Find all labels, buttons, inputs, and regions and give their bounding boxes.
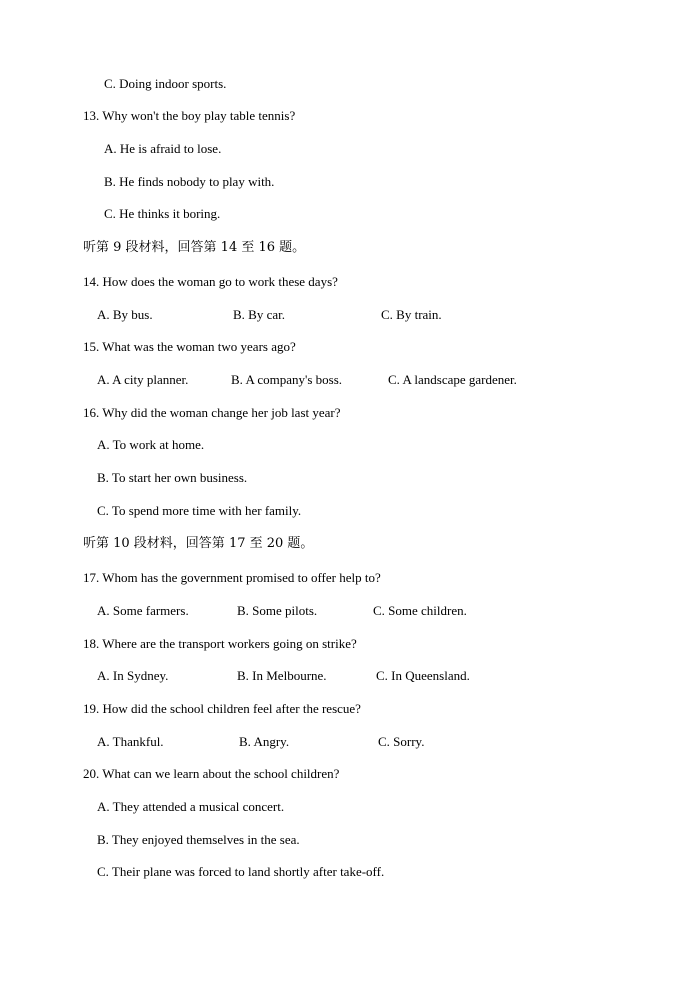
section-9-heading: 听第 9 段材料，回答第 14 至 16 题。	[83, 240, 306, 255]
q16-question: 16. Why did the woman change her job last year?	[83, 405, 341, 420]
q20-option-b: B. They enjoyed themselves in the sea.	[97, 832, 300, 847]
q16-option-c: C. To spend more time with her family.	[97, 503, 302, 518]
q13-option-a: A. He is afraid to lose.	[104, 141, 222, 156]
q17-option-a: A. Some farmers.	[97, 603, 189, 618]
q14-option-a: A. By bus.	[97, 307, 153, 322]
q19-option-c: C. Sorry.	[378, 734, 425, 749]
q17-question: 17. Whom has the government promised to offer help to?	[83, 570, 381, 585]
q17-option-b: B. Some pilots.	[237, 603, 318, 618]
q14-question: 14. How does the woman go to work these days?	[83, 274, 338, 289]
q20-option-c: C. Their plane was forced to land shortly after take-off.	[97, 864, 385, 879]
q14-option-c: C. By train.	[381, 307, 442, 322]
q20-option-a: A. They attended a musical concert.	[97, 799, 285, 814]
q19-option-a: A. Thankful.	[97, 734, 164, 749]
q14-option-b: B. By car.	[233, 307, 285, 322]
q20-question: 20. What can we learn about the school children?	[83, 766, 340, 781]
q15-option-a: A. A city planner.	[97, 372, 189, 387]
q13-option-c: C. He thinks it boring.	[104, 206, 221, 221]
q18-option-c: C. In Queensland.	[376, 668, 470, 683]
q15-option-c: C. A landscape gardener.	[388, 372, 517, 387]
q16-option-b: B. To start her own business.	[97, 470, 248, 485]
q16-option-a: A. To work at home.	[97, 437, 205, 452]
q12-option-c: C. Doing indoor sports.	[104, 76, 227, 91]
q13-question: 13. Why won't the boy play table tennis?	[83, 108, 296, 123]
q19-question: 19. How did the school children feel after the rescue?	[83, 701, 361, 716]
q15-question: 15. What was the woman two years ago?	[83, 339, 296, 354]
q18-option-b: B. In Melbourne.	[237, 668, 327, 683]
section-10-heading: 听第 10 段材料，回答第 17 至 20 题。	[83, 536, 314, 551]
q18-option-a: A. In Sydney.	[97, 668, 169, 683]
q13-option-b: B. He finds nobody to play with.	[104, 174, 275, 189]
q17-option-c: C. Some children.	[373, 603, 467, 618]
q15-option-b: B. A company's boss.	[231, 372, 343, 387]
q19-option-b: B. Angry.	[239, 734, 290, 749]
q18-question: 18. Where are the transport workers going on strike?	[83, 636, 357, 651]
